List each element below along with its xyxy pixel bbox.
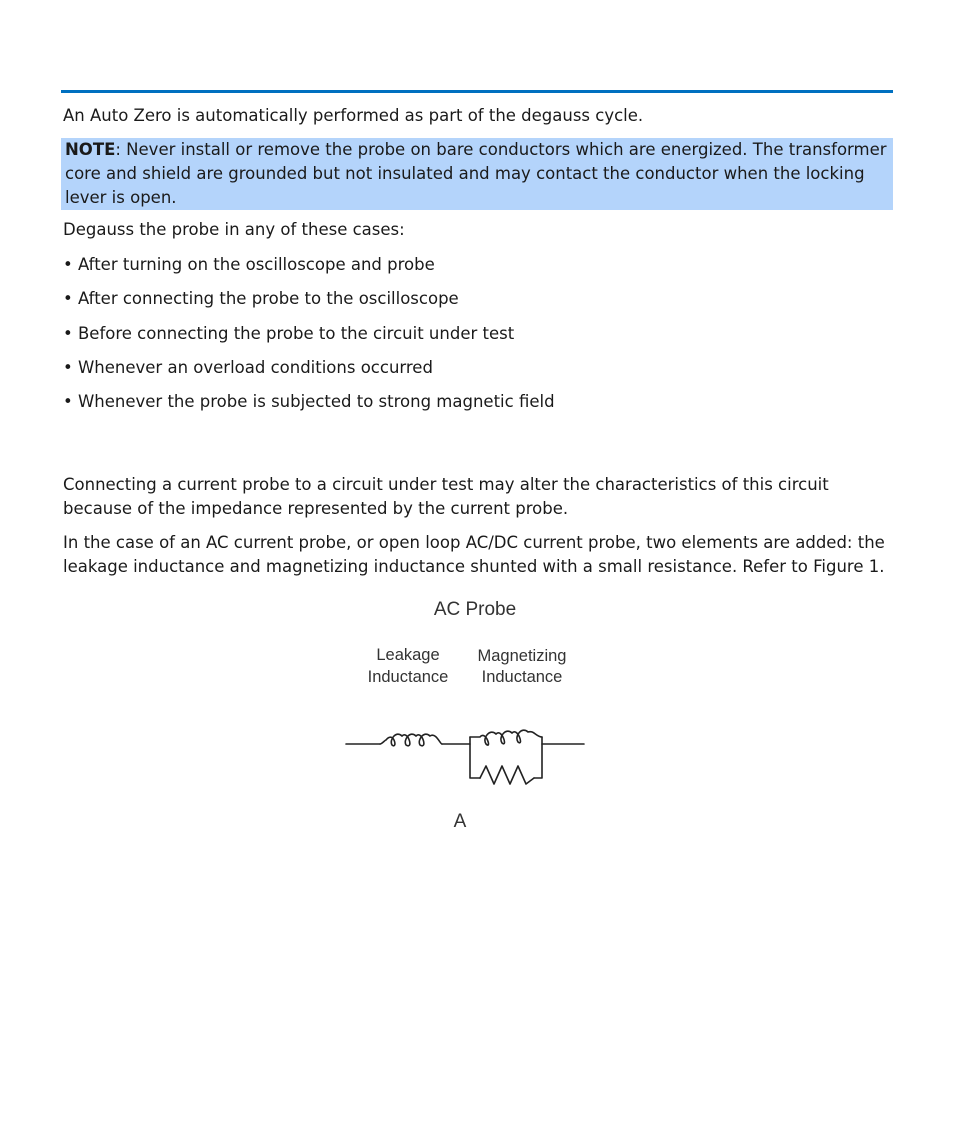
note-text: : Never install or remove the probe on bare conductors which are energized. The transformer core and shield are grounded but not insulated and may contact the conductor when the locking lever is open. [65,140,887,207]
parallel-branch-right [534,737,542,778]
list-item: • After turning on the oscilloscope and probe [63,255,435,274]
degauss-case-list [63,253,555,424]
magnetizing-inductor-coil [470,730,542,745]
list-item: • After connecting the probe to the oscilloscope [63,289,459,309]
list-item: • Before connecting the probe to the circuit under test [63,323,515,343]
magnetizing-label-line1: Magnetizing [477,647,567,665]
header-rule [61,90,893,93]
magnetizing-label-line2: Inductance [481,668,563,686]
figure-caption: A [453,811,467,832]
list-item: • Whenever an overload conditions occurred [63,357,433,377]
ac-case-paragraph: In the case of an AC current probe, or open loop AC/DC current probe, two elements are added: the leakage inductance and magnetizing inductance shunted with a small resistance. Refer to Figure 1. [63,533,885,576]
parallel-branch-left [470,737,480,778]
connecting-paragraph: Connecting a current probe to a circuit under test may alter the characteristics of this circuit because of the impedance represented by the current probe. [63,475,829,518]
list-item: • Whenever the probe is subjected to strong magnetic field [63,392,555,412]
ac-probe-circuit-diagram [330,590,610,840]
note-label: NOTE [65,140,116,159]
ac-probe-figure [330,590,610,840]
degauss-intro-paragraph: Degauss the probe in any of these cases: [63,220,405,239]
figure-title: AC Probe [433,599,517,620]
leakage-inductor-coil [380,734,442,746]
auto-zero-paragraph: An Auto Zero is automatically performed as part of the degauss cycle. [63,106,644,125]
shunt-resistor [480,766,534,784]
leakage-label-line2: Inductance [367,668,449,686]
note-box [61,138,893,210]
leakage-label-line1: Leakage [376,646,440,664]
